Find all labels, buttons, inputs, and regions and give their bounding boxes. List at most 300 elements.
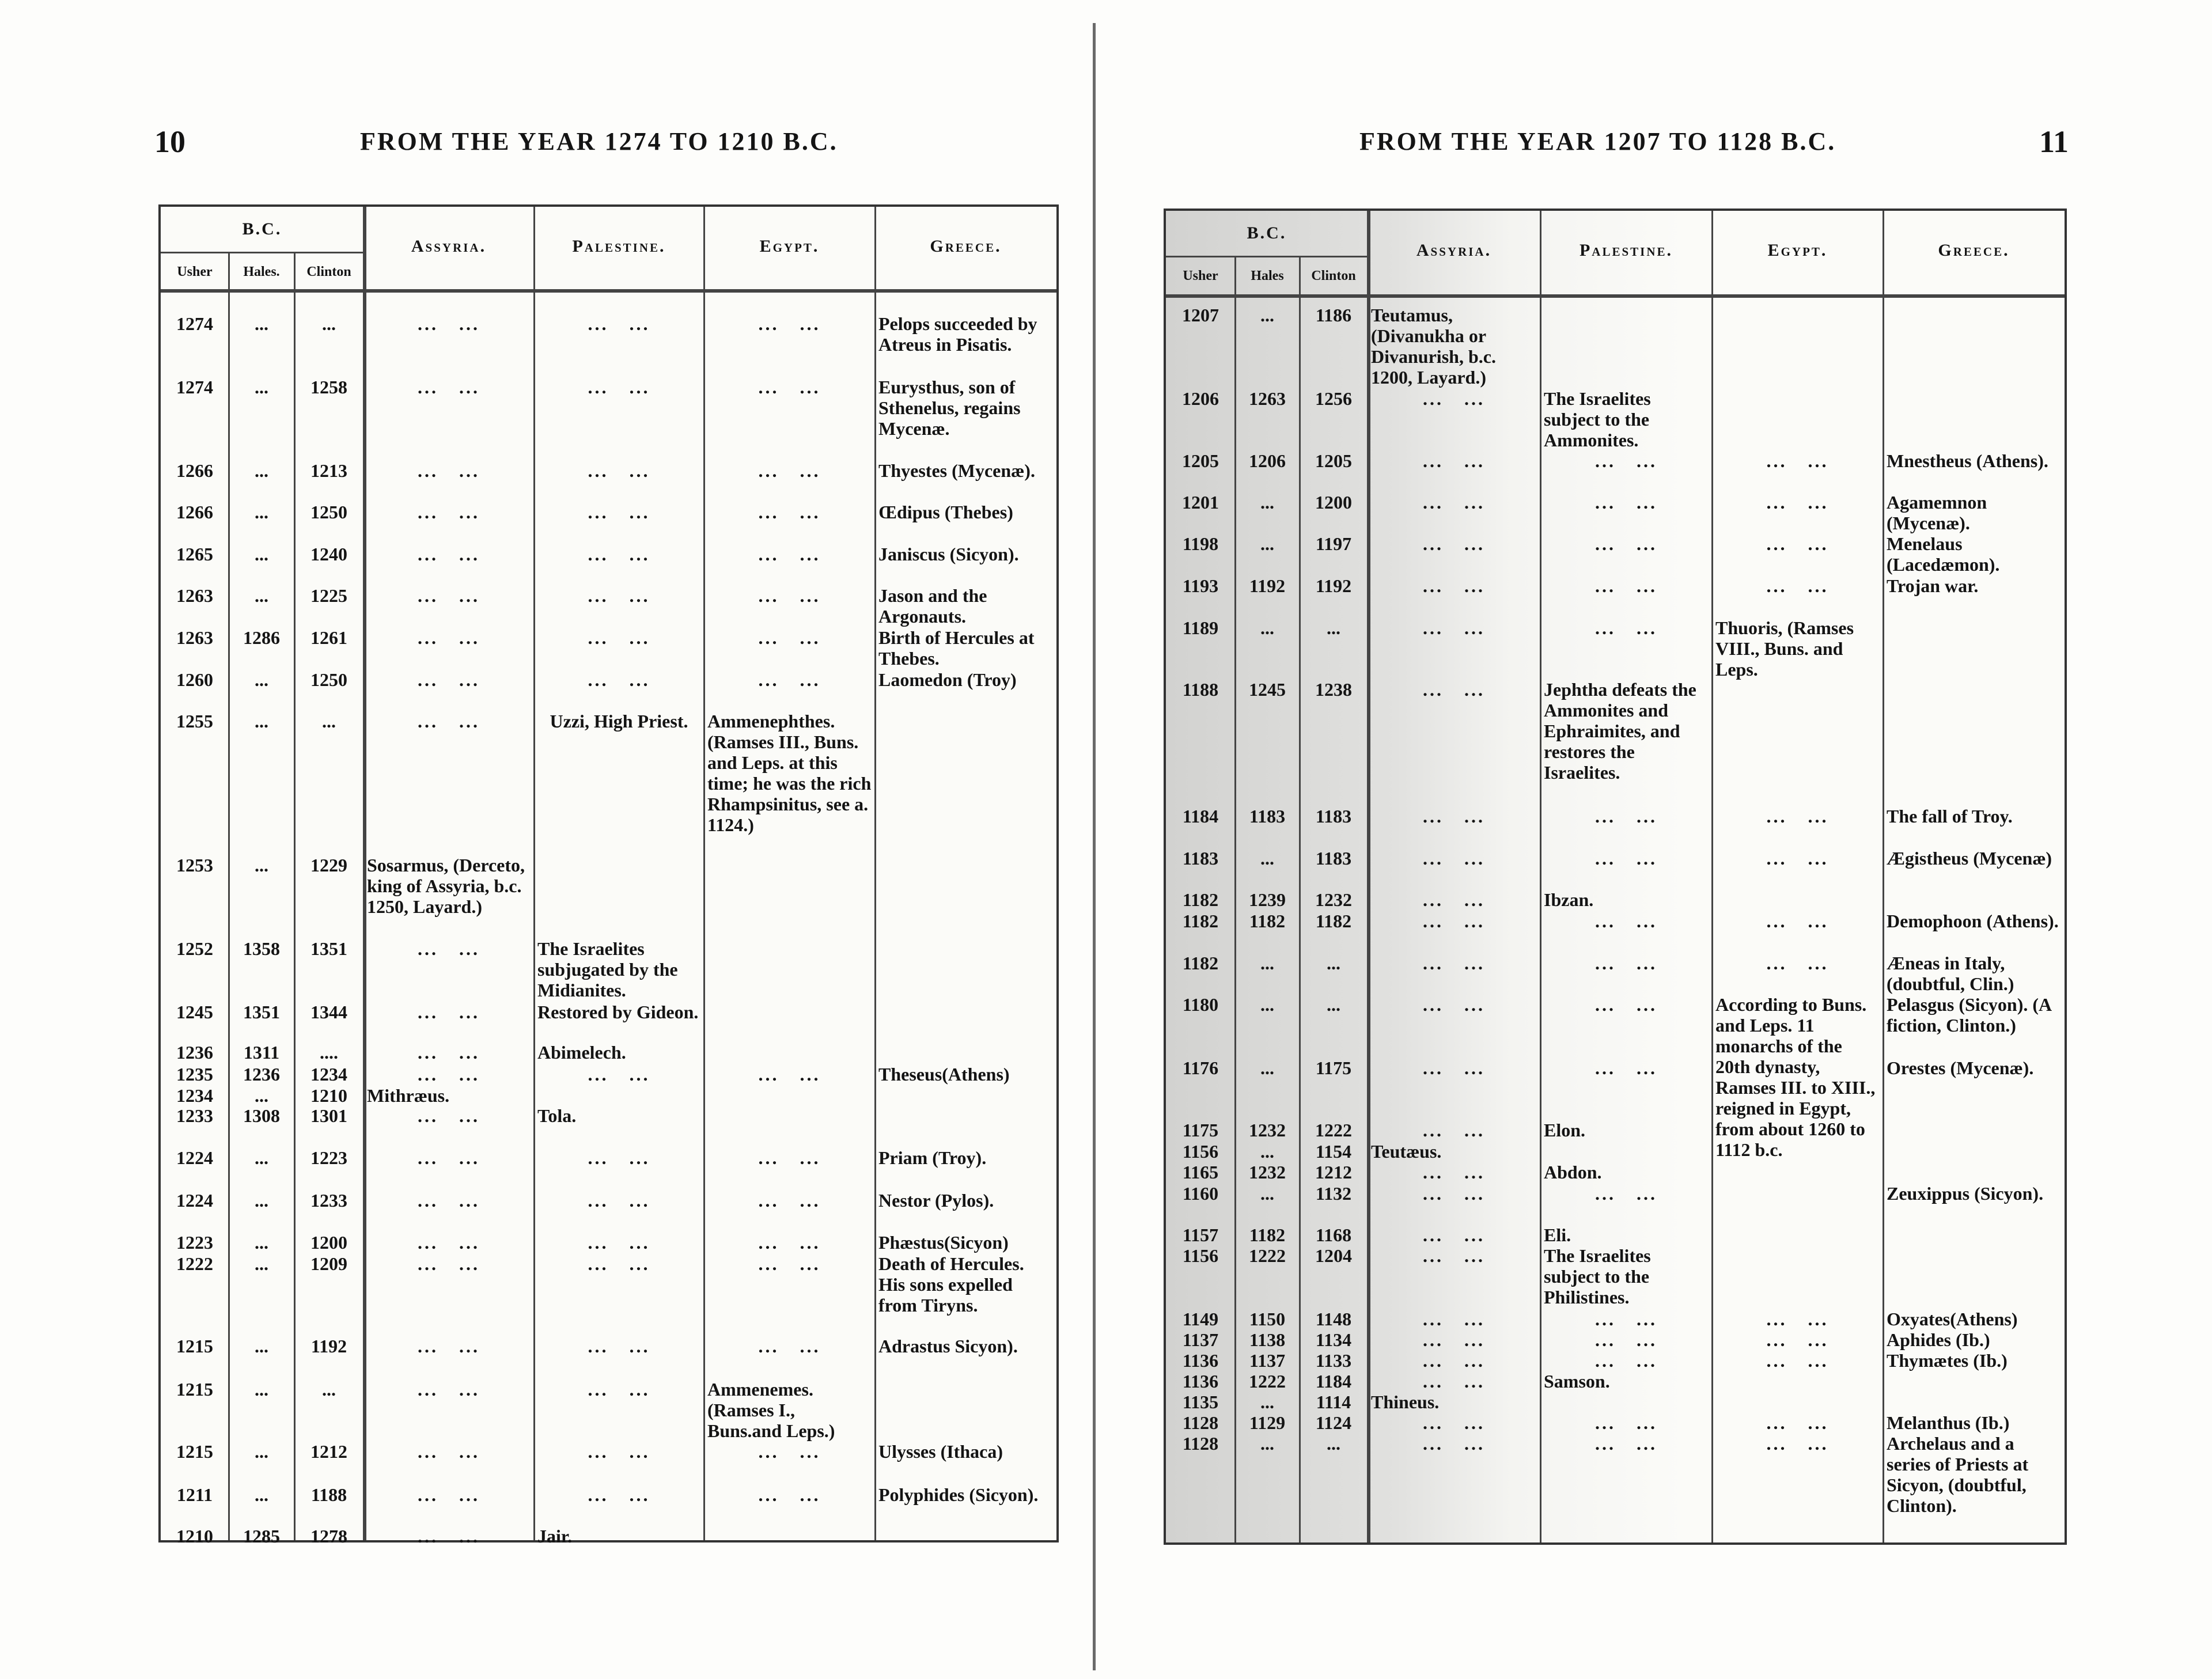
cell-egypt: Ammenemes. (Ramses I., Buns.and Leps.) — [707, 1379, 835, 1441]
cell-assyria: ... ... — [1423, 889, 1485, 910]
cell-greece: Phæstus(Sicyon) — [878, 1232, 1009, 1253]
cell-palestine: ... ... — [1595, 1412, 1657, 1433]
cell-palestine: ... ... — [588, 585, 650, 606]
header-clinton: Clinton — [306, 264, 351, 279]
cell-palestine: Samson. — [1544, 1371, 1610, 1392]
cell-assyria: ... ... — [418, 1379, 480, 1400]
cell-assyria: ... ... — [418, 1190, 480, 1211]
cell-clinton: 1256 — [1315, 388, 1352, 409]
cell-usher: 1234 — [176, 1085, 213, 1106]
cell-clinton: 1261 — [310, 627, 347, 648]
cell-palestine: ... ... — [1595, 450, 1657, 471]
cell-assyria: ... ... — [1423, 533, 1485, 554]
cell-clinton: 1204 — [1315, 1245, 1352, 1266]
cell-usher: 1157 — [1182, 1225, 1219, 1245]
cell-hales: 1182 — [1249, 1225, 1286, 1245]
cell-palestine: ... ... — [1595, 1058, 1657, 1078]
cell-usher: 1266 — [176, 460, 213, 481]
cell-palestine: Eli. — [1544, 1225, 1571, 1245]
cell-usher: 1252 — [176, 938, 213, 959]
cell-egypt: ... ... — [1766, 1350, 1829, 1371]
cell-assyria: ... ... — [1423, 1433, 1485, 1454]
cell-hales: ... — [255, 460, 268, 481]
cell-usher: 1160 — [1182, 1183, 1219, 1204]
cell-greece: Pelasgus (Sicyon). (A fiction, Clinton.) — [1887, 994, 2051, 1036]
column-rule — [363, 207, 366, 1540]
cell-assyria: ... ... — [1423, 1183, 1485, 1204]
cell-clinton: 1229 — [310, 855, 347, 875]
cell-palestine: ... ... — [588, 1379, 650, 1400]
cell-assyria: ... ... — [1423, 1412, 1485, 1433]
cell-usher: 1182 — [1182, 953, 1219, 973]
cell-palestine: ... ... — [588, 502, 650, 522]
cell-egypt: ... ... — [758, 377, 821, 397]
cell-assyria: ... ... — [1423, 679, 1485, 700]
cell-hales: ... — [255, 1336, 268, 1356]
cell-egypt: ... ... — [758, 1336, 821, 1356]
cell-hales: ... — [1260, 1058, 1274, 1078]
cell-palestine: The Israelites subjugated by the Midianites. — [537, 938, 678, 1000]
cell-clinton: 1278 — [310, 1526, 347, 1547]
cell-usher: 1255 — [176, 711, 213, 732]
cell-hales: ... — [1260, 1141, 1274, 1162]
cell-clinton: 1200 — [310, 1232, 347, 1253]
cell-usher: 1253 — [176, 855, 213, 875]
cell-hales: 1232 — [1249, 1162, 1286, 1182]
cell-greece: Laomedon (Troy) — [878, 669, 1017, 690]
cell-usher: 1128 — [1182, 1412, 1219, 1433]
cell-assyria: Teutamus, (Divanukha or Divanurish, b.c. 1200, Layard.) — [1371, 305, 1496, 388]
cell-assyria: ... ... — [1423, 575, 1485, 596]
cell-egypt: ... ... — [758, 1147, 821, 1168]
cell-greece: Agamemnon (Mycenæ). — [1887, 492, 1987, 533]
header-bc: B.C. — [242, 219, 282, 238]
cell-usher: 1189 — [1182, 617, 1219, 638]
cell-usher: 1265 — [176, 544, 213, 564]
cell-assyria: ... ... — [418, 1253, 480, 1274]
cell-palestine: ... ... — [588, 377, 650, 397]
cell-palestine: Ibzan. — [1544, 889, 1594, 910]
cell-assyria: ... ... — [418, 938, 480, 959]
cell-palestine: The Israelites subject to the Philistines. — [1544, 1245, 1651, 1307]
cell-usher: 1263 — [176, 627, 213, 648]
cell-greece: Priam (Troy). — [878, 1147, 987, 1168]
cell-usher: 1182 — [1182, 889, 1219, 910]
cell-palestine: ... ... — [1595, 533, 1657, 554]
cell-egypt: ... ... — [1766, 533, 1829, 554]
cell-clinton: 1212 — [1315, 1162, 1352, 1182]
right-page — [1094, 0, 2212, 1679]
header-palestine: Palestine. — [572, 237, 666, 256]
cell-assyria: ... ... — [1423, 911, 1485, 931]
cell-assyria: ... ... — [1423, 806, 1485, 827]
cell-assyria: ... ... — [1423, 1350, 1485, 1371]
cell-egypt: ... ... — [1766, 492, 1829, 513]
cell-usher: 1211 — [176, 1484, 213, 1505]
cell-hales: 1239 — [1249, 889, 1286, 910]
cell-usher: 1128 — [1182, 1433, 1219, 1454]
cell-egypt: ... ... — [758, 544, 821, 564]
cell-hales: ... — [1260, 953, 1274, 973]
cell-usher: 1201 — [1182, 492, 1219, 513]
header-hales: Hales. — [243, 264, 280, 279]
cell-usher: 1149 — [1182, 1309, 1219, 1329]
cell-palestine: ... ... — [588, 1336, 650, 1356]
cell-hales: ... — [1260, 492, 1274, 513]
column-rule — [1711, 211, 1713, 1542]
cell-greece: Ægistheus (Mycenæ) — [1887, 848, 2052, 869]
cell-usher: 1274 — [176, 313, 213, 334]
cell-egypt: ... ... — [758, 669, 821, 690]
cell-greece: Birth of Hercules at Thebes. — [878, 627, 1035, 669]
cell-egypt: ... ... — [758, 585, 821, 606]
cell-clinton: 1188 — [310, 1484, 347, 1505]
cell-clinton: ... — [1327, 953, 1340, 973]
cell-hales: ... — [1260, 617, 1274, 638]
cell-usher: 1215 — [176, 1336, 213, 1356]
cell-palestine: ... ... — [1595, 617, 1657, 638]
column-rule — [1883, 211, 1884, 1542]
cell-egypt: Thuoris, (Ramses VIII., Buns. and Leps. — [1715, 617, 1854, 680]
header-assyria: Assyria. — [411, 237, 487, 256]
column-rule — [874, 207, 876, 1540]
cell-hales: 1222 — [1249, 1371, 1286, 1392]
cell-palestine: ... ... — [1595, 1329, 1657, 1350]
cell-hales: 1311 — [243, 1042, 280, 1063]
header-usher: Usher — [177, 264, 213, 279]
cell-clinton: 1132 — [1315, 1183, 1352, 1204]
cell-egypt: ... ... — [758, 502, 821, 522]
cell-hales: 1137 — [1249, 1350, 1286, 1371]
cell-usher: 1184 — [1182, 806, 1219, 827]
bc-subheader-rule — [161, 252, 363, 253]
cell-palestine: ... ... — [588, 1190, 650, 1211]
cell-assyria: ... ... — [418, 1441, 480, 1462]
cell-greece: The fall of Troy. — [1887, 806, 2013, 827]
cell-assyria: ... ... — [418, 1002, 480, 1022]
cell-greece: Menelaus (Lacedæmon). — [1887, 533, 2000, 575]
cell-usher: 1156 — [1182, 1141, 1219, 1162]
cell-clinton: 1225 — [310, 585, 347, 606]
cell-hales: 1138 — [1249, 1329, 1286, 1350]
cell-hales: ... — [255, 313, 268, 334]
header-rule — [161, 289, 1056, 293]
cell-greece: Oxyates(Athens) — [1887, 1309, 2018, 1329]
cell-clinton: 1233 — [310, 1190, 347, 1211]
cell-clinton: 1238 — [1315, 679, 1352, 700]
cell-palestine: ... ... — [588, 1441, 650, 1462]
cell-assyria: ... ... — [1423, 953, 1485, 973]
cell-clinton: 1209 — [310, 1253, 347, 1274]
left-running-head: FROM THE YEAR 1274 TO 1210 B.C. — [360, 127, 838, 156]
cell-usher: 1137 — [1182, 1329, 1219, 1350]
cell-hales: ... — [255, 1190, 268, 1211]
cell-hales: 1286 — [243, 627, 280, 648]
header-assyria: Assyria. — [1416, 241, 1492, 260]
cell-palestine: ... ... — [588, 1484, 650, 1505]
cell-greece: Demophoon (Athens). — [1887, 911, 2059, 931]
cell-clinton: .... — [320, 1042, 338, 1063]
cell-hales: ... — [1260, 305, 1274, 325]
column-rule — [703, 207, 705, 1540]
cell-hales: ... — [255, 711, 268, 732]
cell-assyria: ... ... — [1423, 1162, 1485, 1182]
cell-assyria: ... ... — [418, 460, 480, 481]
cell-clinton: 1192 — [310, 1336, 347, 1356]
column-rule — [533, 207, 535, 1540]
cell-hales: 1183 — [1249, 806, 1286, 827]
cell-palestine: ... ... — [588, 669, 650, 690]
cell-assyria: ... ... — [418, 313, 480, 334]
cell-usher: 1207 — [1182, 305, 1219, 325]
cell-usher: 1182 — [1182, 911, 1219, 931]
cell-egypt: ... ... — [758, 313, 821, 334]
cell-hales: ... — [1260, 1392, 1274, 1412]
header-palestine: Palestine. — [1579, 241, 1673, 260]
cell-egypt: Ammenephthes. (Ramses III., Buns. and Leps. at this time; he was the rich Rhampsinitus, see a. 1124.) — [707, 711, 872, 835]
cell-palestine: ... ... — [1595, 1309, 1657, 1329]
cell-hales: ... — [1260, 1433, 1274, 1454]
cell-greece: Orestes (Mycenæ). — [1887, 1058, 2034, 1078]
cell-greece: Adrastus Sicyon). — [878, 1336, 1018, 1356]
column-rule — [1540, 211, 1541, 1542]
column-rule — [294, 252, 296, 1540]
cell-usher: 1135 — [1182, 1392, 1219, 1412]
cell-assyria: ... ... — [1423, 1058, 1485, 1078]
cell-palestine: Restored by Gideon. — [537, 1002, 699, 1022]
cell-palestine: ... ... — [588, 460, 650, 481]
cell-hales: ... — [255, 502, 268, 522]
cell-usher: 1222 — [176, 1253, 213, 1274]
cell-greece: Melanthus (Ib.) — [1887, 1412, 2010, 1433]
cell-egypt: ... ... — [1766, 848, 1829, 869]
cell-hales: ... — [255, 1085, 268, 1106]
cell-clinton: 1114 — [1316, 1392, 1351, 1412]
cell-usher: 1180 — [1182, 994, 1219, 1015]
cell-greece: Death of Hercules. His sons expelled from Tiryns. — [878, 1253, 1024, 1316]
cell-hales: 1150 — [1249, 1309, 1286, 1329]
cell-palestine: Jephtha defeats the Ammonites and Ephraimites, and restores the Israelites. — [1544, 679, 1696, 783]
cell-clinton: 1234 — [310, 1064, 347, 1085]
cell-greece: Thymætes (Ib.) — [1887, 1350, 2008, 1371]
cell-usher: 1215 — [176, 1441, 213, 1462]
cell-usher: 1233 — [176, 1105, 213, 1126]
cell-palestine: ... ... — [588, 313, 650, 334]
cell-clinton: 1148 — [1315, 1309, 1352, 1329]
cell-clinton: 1232 — [1315, 889, 1352, 910]
cell-egypt: ... ... — [758, 1484, 821, 1505]
cell-usher: 1274 — [176, 377, 213, 397]
cell-usher: 1156 — [1182, 1245, 1219, 1266]
cell-clinton: 1124 — [1315, 1412, 1352, 1433]
cell-usher: 1193 — [1182, 575, 1219, 596]
cell-egypt: ... ... — [1766, 911, 1829, 931]
cell-assyria: ... ... — [418, 669, 480, 690]
cell-palestine: Abdon. — [1544, 1162, 1602, 1182]
cell-usher: 1136 — [1182, 1350, 1219, 1371]
cell-clinton: 1154 — [1315, 1141, 1352, 1162]
cell-assyria: ... ... — [418, 1064, 480, 1085]
cell-palestine: Abimelech. — [537, 1042, 626, 1063]
cell-assyria: ... ... — [1423, 1225, 1485, 1245]
cell-assyria: ... ... — [1423, 1329, 1485, 1350]
header-usher: Usher — [1183, 268, 1218, 283]
cell-palestine: Elon. — [1544, 1120, 1586, 1140]
cell-clinton: 1250 — [310, 669, 347, 690]
cell-assyria: ... ... — [418, 1336, 480, 1356]
cell-clinton: ... — [1327, 994, 1340, 1015]
cell-assyria: ... ... — [1423, 848, 1485, 869]
cell-palestine: ... ... — [588, 1064, 650, 1085]
cell-hales: 1263 — [1249, 388, 1286, 409]
cell-hales: ... — [255, 855, 268, 875]
cell-palestine: ... ... — [1595, 1433, 1657, 1454]
cell-clinton: 1200 — [1315, 492, 1352, 513]
cell-greece: Thyestes (Mycenæ). — [878, 460, 1035, 481]
cell-palestine: ... ... — [588, 627, 650, 648]
cell-greece: Theseus(Athens) — [878, 1064, 1010, 1085]
right-running-head: FROM THE YEAR 1207 TO 1128 B.C. — [1359, 127, 1836, 156]
cell-egypt: ... ... — [758, 1064, 821, 1085]
cell-clinton: 1134 — [1315, 1329, 1352, 1350]
cell-usher: 1206 — [1182, 388, 1219, 409]
cell-assyria: ... ... — [418, 502, 480, 522]
cell-greece: Aphides (Ib.) — [1887, 1329, 1990, 1350]
cell-hales: ... — [255, 377, 268, 397]
cell-hales: ... — [1260, 533, 1274, 554]
cell-clinton: 1212 — [310, 1441, 347, 1462]
cell-assyria: Thineus. — [1371, 1392, 1440, 1412]
cell-assyria: ... ... — [1423, 1309, 1485, 1329]
cell-egypt: ... ... — [1766, 1329, 1829, 1350]
cell-usher: 1223 — [176, 1232, 213, 1253]
column-rule — [1234, 256, 1236, 1542]
cell-assyria: ... ... — [418, 1105, 480, 1126]
cell-usher: 1260 — [176, 669, 213, 690]
cell-usher: 1136 — [1182, 1371, 1219, 1392]
cell-greece: Nestor (Pylos). — [878, 1190, 994, 1211]
cell-assyria: ... ... — [1423, 994, 1485, 1015]
cell-usher: 1224 — [176, 1190, 213, 1211]
cell-palestine: ... ... — [1595, 848, 1657, 869]
cell-clinton: 1175 — [1315, 1058, 1352, 1078]
cell-egypt: ... ... — [758, 627, 821, 648]
cell-greece: Ulysses (Ithaca) — [878, 1441, 1003, 1462]
cell-usher: 1175 — [1182, 1120, 1219, 1140]
cell-hales: 1308 — [243, 1105, 280, 1126]
cell-palestine: Tola. — [537, 1105, 577, 1126]
cell-egypt: ... ... — [758, 1232, 821, 1253]
cell-assyria: ... ... — [418, 1042, 480, 1063]
cell-palestine: ... ... — [1595, 575, 1657, 596]
cell-assyria: ... ... — [1423, 492, 1485, 513]
header-greece: Greece. — [930, 237, 1002, 256]
cell-greece: Æneas in Italy, (doubtful, Clin.) — [1887, 953, 2014, 994]
cell-usher: 1245 — [176, 1002, 213, 1022]
column-rule — [1367, 211, 1370, 1542]
cell-clinton: ... — [322, 1379, 336, 1400]
cell-hales: 1358 — [243, 938, 280, 959]
cell-greece: Eurysthus, son of Sthenelus, regains Mycenæ. — [878, 377, 1021, 439]
cell-egypt: ... ... — [1766, 450, 1829, 471]
cell-clinton: 1182 — [1315, 911, 1352, 931]
cell-clinton: 1192 — [1315, 575, 1352, 596]
cell-palestine: ... ... — [588, 1147, 650, 1168]
cell-palestine: ... ... — [1595, 994, 1657, 1015]
cell-hales: ... — [255, 1253, 268, 1274]
cell-egypt: ... ... — [758, 460, 821, 481]
cell-palestine: ... ... — [1595, 953, 1657, 973]
cell-assyria: ... ... — [1423, 1371, 1485, 1392]
header-greece: Greece. — [1938, 241, 2010, 260]
cell-assyria: ... ... — [418, 585, 480, 606]
cell-greece: Œdipus (Thebes) — [878, 502, 1013, 522]
right-page-number: 11 — [2039, 124, 2069, 159]
cell-palestine: ... ... — [1595, 806, 1657, 827]
cell-usher: 1266 — [176, 502, 213, 522]
cell-egypt: ... ... — [1766, 1309, 1829, 1329]
cell-palestine: ... ... — [1595, 911, 1657, 931]
header-rule — [1166, 294, 2065, 298]
cell-usher: 1183 — [1182, 848, 1219, 869]
cell-assyria: Teutæus. — [1371, 1141, 1442, 1162]
cell-assyria: ... ... — [1423, 388, 1485, 409]
cell-assyria: ... ... — [418, 377, 480, 397]
cell-usher: 1263 — [176, 585, 213, 606]
header-hales: Hales — [1251, 268, 1284, 283]
cell-greece: Jason and the Argonauts. — [878, 585, 987, 627]
cell-egypt: ... ... — [1766, 953, 1829, 973]
cell-egypt: ... ... — [758, 1253, 821, 1274]
cell-greece: Archelaus and a series of Priests at Sicyon, (doubtful, Clinton). — [1887, 1433, 2029, 1516]
cell-greece: Mnestheus (Athens). — [1887, 450, 2048, 471]
cell-assyria: ... ... — [418, 1232, 480, 1253]
cell-clinton: 1344 — [310, 1002, 347, 1022]
cell-clinton: 1168 — [1315, 1225, 1352, 1245]
cell-clinton: 1210 — [310, 1085, 347, 1106]
column-rule — [228, 252, 230, 1540]
cell-clinton: 1351 — [310, 938, 347, 959]
cell-clinton: 1301 — [310, 1105, 347, 1126]
cell-usher: 1176 — [1182, 1058, 1219, 1078]
header-egypt: Egypt. — [759, 237, 820, 256]
cell-assyria: ... ... — [1423, 450, 1485, 471]
cell-assyria: Sosarmus, (Derceto, king of Assyria, b.c. 1250, Layard.) — [367, 855, 525, 917]
cell-clinton: 1197 — [1315, 533, 1352, 554]
cell-clinton: 1223 — [310, 1147, 347, 1168]
bc-subheader-rule — [1166, 256, 1368, 257]
left-page — [0, 0, 1094, 1679]
cell-assyria: ... ... — [418, 1484, 480, 1505]
cell-greece: Trojan war. — [1887, 575, 1979, 596]
cell-egypt: ... ... — [1766, 575, 1829, 596]
cell-palestine: ... ... — [1595, 492, 1657, 513]
cell-hales: ... — [255, 1232, 268, 1253]
cell-hales: ... — [255, 544, 268, 564]
cell-clinton: ... — [1327, 617, 1340, 638]
cell-hales: ... — [255, 1379, 268, 1400]
cell-clinton: 1250 — [310, 502, 347, 522]
cell-hales: 1351 — [243, 1002, 280, 1022]
cell-clinton: 1184 — [1315, 1371, 1352, 1392]
cell-usher: 1165 — [1182, 1162, 1219, 1182]
cell-usher: 1188 — [1182, 679, 1219, 700]
cell-egypt: ... ... — [1766, 1433, 1829, 1454]
cell-egypt: ... ... — [1766, 806, 1829, 827]
cell-clinton: 1133 — [1315, 1350, 1352, 1371]
cell-palestine: ... ... — [588, 1232, 650, 1253]
cell-clinton: 1205 — [1315, 450, 1352, 471]
